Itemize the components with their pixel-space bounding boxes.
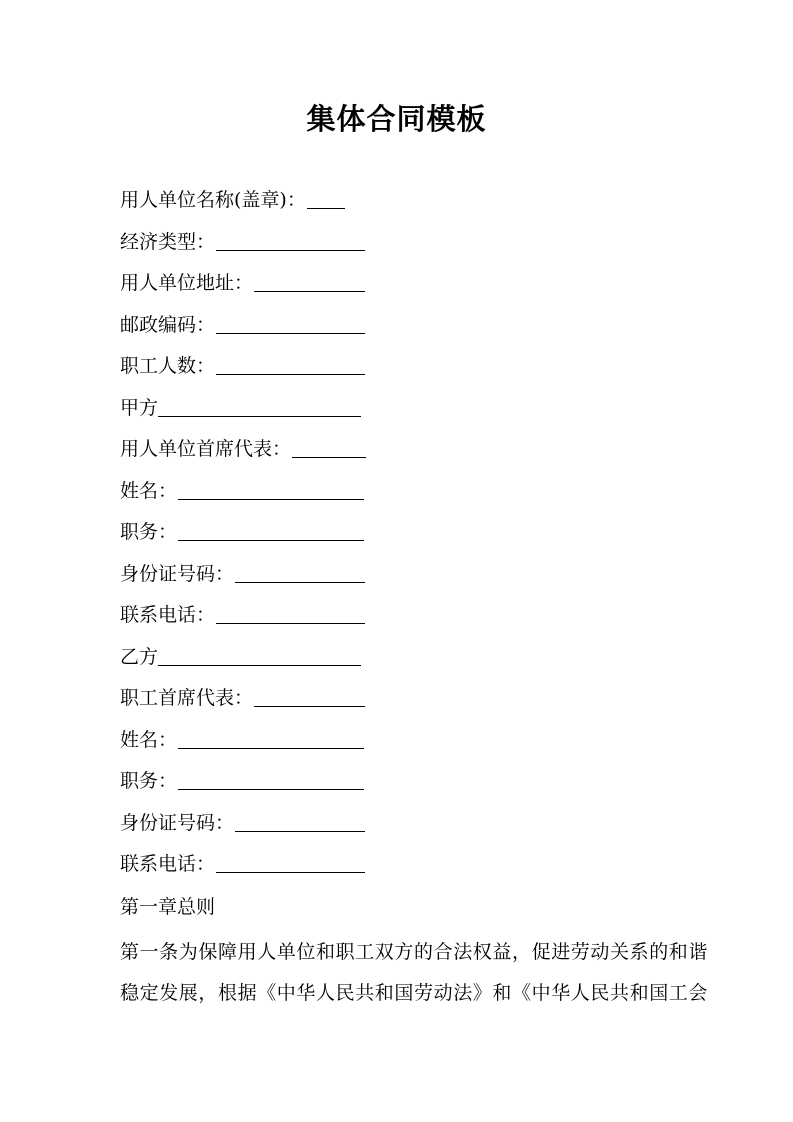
fill-in-blank	[292, 433, 366, 458]
field-label: 乙方	[120, 645, 159, 668]
field-label: 职工首席代表：	[120, 687, 254, 709]
paragraph-line: 第一条为保障用人单位和职工双方的合法权益，促进劳动关系的和谐	[120, 941, 709, 963]
fill-in-blank	[216, 599, 365, 624]
field-employer-address	[120, 267, 680, 309]
paragraph-line: 稳定发展，根据《中华人民共和国劳动法》和《中华人民共和国工会	[120, 982, 709, 1004]
field-employee-count	[120, 350, 680, 392]
field-party-a-name	[120, 475, 680, 517]
field-employer-name	[120, 184, 680, 226]
fill-in-blank	[178, 724, 364, 749]
field-party-b-name	[120, 724, 680, 766]
field-label: 职工人数：	[120, 355, 216, 377]
fill-in-blank	[158, 641, 361, 666]
field-employer-chief-representative	[120, 433, 680, 475]
fill-in-blank	[235, 807, 365, 832]
field-label: 用人单位地址：	[120, 272, 254, 294]
fill-in-blank	[235, 558, 365, 583]
field-party-b-phone	[120, 848, 680, 890]
contract-info-fields	[120, 184, 680, 890]
field-label: 身份证号码：	[120, 811, 235, 834]
field-label: 联系电话：	[120, 604, 216, 626]
field-party-a-id-number	[120, 558, 680, 600]
field-label: 职务：	[120, 770, 178, 792]
field-party-a	[120, 392, 680, 434]
field-label: 姓名：	[120, 728, 178, 751]
field-employee-chief-representative	[120, 682, 680, 724]
fill-in-blank	[178, 475, 364, 500]
field-label: 用人单位首席代表：	[120, 438, 292, 460]
fill-in-blank	[216, 309, 365, 334]
field-economic-type	[120, 226, 680, 268]
field-label: 经济类型：	[120, 230, 216, 253]
fill-in-blank	[178, 765, 364, 790]
field-label: 联系电话：	[120, 853, 216, 875]
fill-in-blank	[254, 682, 365, 707]
field-party-a-phone	[120, 599, 680, 641]
chapter-heading: 第一章总则	[120, 896, 216, 918]
field-label: 邮政编码：	[120, 313, 216, 336]
field-postal-code	[120, 309, 680, 351]
fill-in-blank	[178, 516, 364, 541]
fill-in-blank	[216, 350, 365, 375]
fill-in-blank	[158, 392, 361, 417]
field-label: 身份证号码：	[120, 562, 235, 585]
article-paragraph	[120, 932, 709, 1014]
fill-in-blank	[216, 226, 365, 251]
fill-in-blank	[216, 848, 365, 873]
field-label: 姓名：	[120, 479, 178, 502]
fill-in-blank	[307, 184, 345, 209]
field-party-b-id-number	[120, 807, 680, 849]
contract-body	[120, 891, 709, 1014]
fill-in-blank	[254, 267, 365, 292]
field-party-b-position	[120, 765, 680, 807]
field-label: 甲方	[120, 396, 159, 419]
field-label: 职务：	[120, 521, 178, 543]
field-label: 用人单位名称(盖章)：	[120, 189, 306, 211]
field-party-a-position	[120, 516, 680, 558]
document-title: 集体合同模板	[306, 102, 487, 136]
field-party-b	[120, 641, 680, 683]
